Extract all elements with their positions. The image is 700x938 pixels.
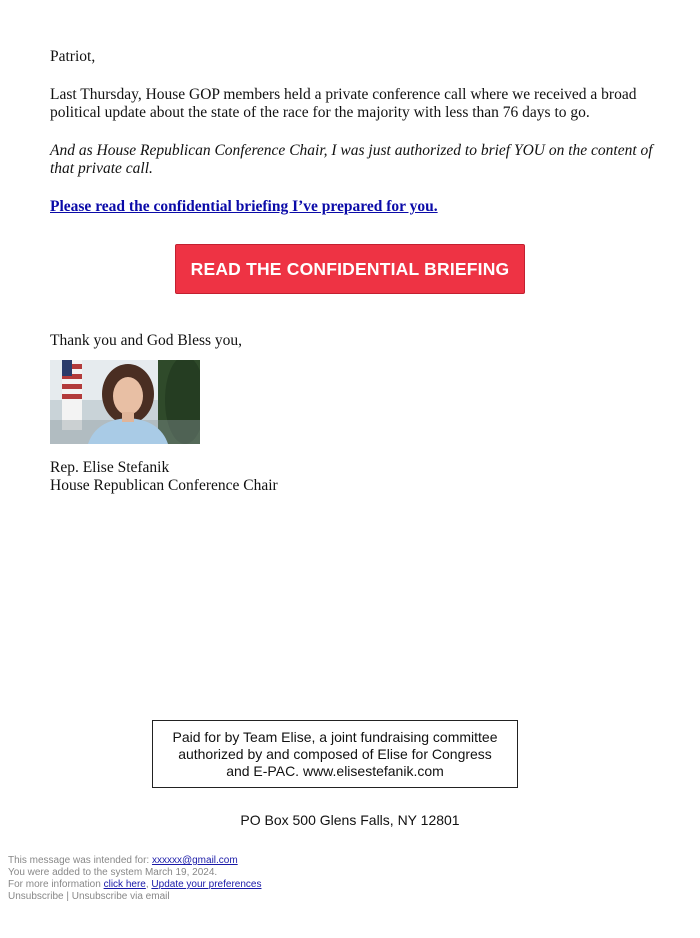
paid-for-text: Paid for by Team Elise, a joint fundraising committee authorized by and composed of Elise for Congress and E-PAC. www.elisestefanik.com [172,728,498,779]
more-info-line: For more information click here, Update your preferences [8,879,262,890]
click-here-link[interactable]: click here [103,879,146,890]
unsubscribe-email-link[interactable]: Unsubscribe via email [71,891,170,902]
greeting: Patriot, [50,48,96,65]
intended-email-link[interactable]: xxxxxx@gmail.com [151,855,238,866]
signature-title: House Republican Conference Chair [50,477,278,494]
briefing-paragraph: And as House Republican Conference Chair, I was just authorized to brief YOU on the content of that private call. [50,142,653,177]
intended-prefix: This message was intended for: [8,855,152,866]
signature-name: Rep. Elise Stefanik [50,459,170,476]
update-preferences-link[interactable]: Update your preferences [151,879,262,890]
unsubscribe-link[interactable]: Unsubscribe [8,891,64,902]
portrait-photo [50,360,200,444]
unsubscribe-separator: | [63,891,72,902]
read-briefing-button[interactable] [175,244,525,294]
closing-line: Thank you and God Bless you, [50,332,243,349]
intro-paragraph: Last Thursday, House GOP members held a private conference call where we received a broad political update about the state of the race for the majority with less than 76 days to go. [50,86,637,121]
paid-for-disclaimer [152,720,518,788]
unsubscribe-line [8,891,170,903]
briefing-link[interactable]: Please read the confidential briefing I’ve prepared for you. [50,198,438,215]
intended-line [8,855,238,867]
more-info-prefix: For more information [8,879,104,890]
read-briefing-button-label: READ THE CONFIDENTIAL BRIEFING [190,258,510,279]
mailing-address: PO Box 500 Glens Falls, NY 12801 [240,812,460,828]
added-line: You were added to the system March 19, 2024. [8,867,218,878]
